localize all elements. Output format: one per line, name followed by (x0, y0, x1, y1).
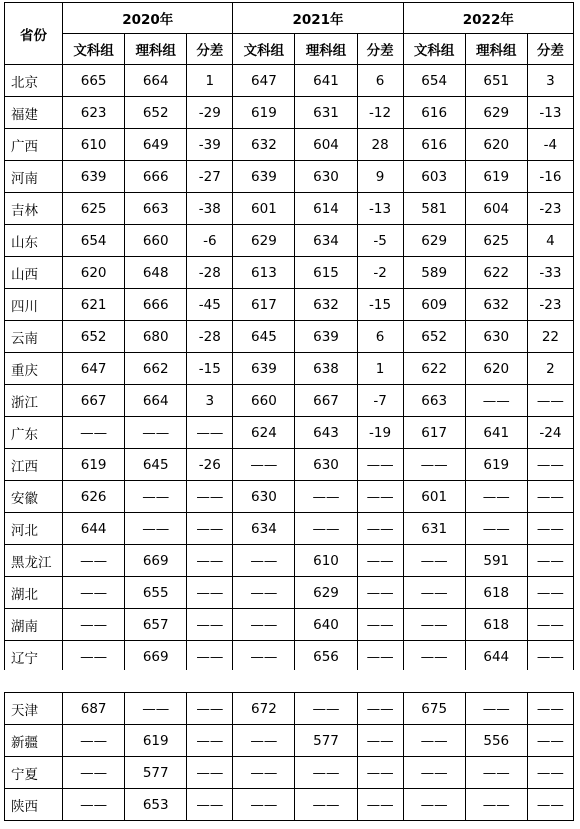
score-cell: 614 (295, 193, 357, 225)
score-cell: -15 (187, 353, 233, 385)
score-cell: 624 (233, 417, 295, 449)
score-cell: —— (357, 693, 403, 725)
score-cell: 6 (357, 321, 403, 353)
province-cell: 天津 (5, 693, 63, 725)
score-cell: —— (125, 417, 187, 449)
score-cell: —— (403, 545, 465, 577)
score-cell: -28 (187, 321, 233, 353)
score-cell: 616 (403, 97, 465, 129)
year-header-2022: 2022年 (403, 3, 573, 34)
score-cell: 687 (63, 693, 125, 725)
score-cell: 639 (63, 161, 125, 193)
province-cell: 云南 (5, 321, 63, 353)
table-row (5, 385, 574, 417)
score-cell: 656 (295, 641, 357, 673)
score-cell: —— (187, 641, 233, 673)
province-cell: 湖南 (5, 609, 63, 641)
table-row (5, 289, 574, 321)
score-cell: 619 (63, 449, 125, 481)
table-row (5, 97, 574, 129)
score-cell: -28 (187, 257, 233, 289)
score-cell: 630 (465, 321, 527, 353)
score-cell: —— (187, 609, 233, 641)
score-cell: —— (295, 513, 357, 545)
score-cell: 620 (465, 353, 527, 385)
score-cell: 645 (125, 449, 187, 481)
score-cell: 669 (125, 641, 187, 673)
table-row (5, 513, 574, 545)
table-row (5, 321, 574, 353)
score-cell: 664 (125, 385, 187, 417)
score-cell: 4 (527, 225, 573, 257)
province-cell: 辽宁 (5, 641, 63, 673)
score-cell: 648 (125, 257, 187, 289)
score-cell: —— (187, 481, 233, 513)
score-cell: —— (233, 757, 295, 789)
score-cell: 604 (295, 129, 357, 161)
score-table-main (4, 2, 574, 673)
score-table-continued (4, 692, 574, 821)
province-cell: 安徽 (5, 481, 63, 513)
province-cell: 黑龙江 (5, 545, 63, 577)
score-cell: -16 (527, 161, 573, 193)
year-header-2021: 2021年 (233, 3, 403, 34)
score-cell: -45 (187, 289, 233, 321)
score-cell: 622 (465, 257, 527, 289)
col-header-science: 理科组 (295, 34, 357, 65)
score-cell: —— (527, 481, 573, 513)
score-cell: —— (403, 725, 465, 757)
score-cell: —— (527, 545, 573, 577)
table-row (5, 545, 574, 577)
score-cell: —— (527, 385, 573, 417)
score-cell: 615 (295, 257, 357, 289)
score-cell: -12 (357, 97, 403, 129)
province-cell: 陕西 (5, 789, 63, 821)
score-cell: 625 (465, 225, 527, 257)
province-cell: 湖北 (5, 577, 63, 609)
score-cell: —— (187, 513, 233, 545)
province-cell: 广西 (5, 129, 63, 161)
score-cell: —— (357, 449, 403, 481)
score-cell: -6 (187, 225, 233, 257)
score-cell: —— (233, 641, 295, 673)
score-cell: 618 (465, 577, 527, 609)
score-cell: —— (403, 757, 465, 789)
score-cell: 622 (403, 353, 465, 385)
score-cell: —— (125, 513, 187, 545)
score-cell: 3 (187, 385, 233, 417)
score-cell: —— (527, 789, 573, 821)
score-cell: 655 (125, 577, 187, 609)
table-row (5, 193, 574, 225)
score-cell: -2 (357, 257, 403, 289)
table-row (5, 65, 574, 97)
table-row (5, 725, 574, 757)
score-cell: —— (527, 449, 573, 481)
score-cell: —— (63, 789, 125, 821)
score-cell: 664 (125, 65, 187, 97)
year-header-2020: 2020年 (63, 3, 233, 34)
score-cell: 660 (233, 385, 295, 417)
col-header-science: 理科组 (125, 34, 187, 65)
score-cell: —— (527, 693, 573, 725)
score-cell: —— (125, 481, 187, 513)
score-cell: 629 (295, 577, 357, 609)
score-cell: -26 (187, 449, 233, 481)
score-cell: —— (403, 577, 465, 609)
score-cell: 641 (465, 417, 527, 449)
score-cell: —— (187, 693, 233, 725)
score-cell: 654 (403, 65, 465, 97)
score-cell: 610 (295, 545, 357, 577)
table-row (5, 225, 574, 257)
score-cell: —— (527, 609, 573, 641)
table-row (5, 641, 574, 673)
score-cell: —— (527, 577, 573, 609)
score-cell: 577 (125, 757, 187, 789)
score-cell: 6 (357, 65, 403, 97)
score-cell: -23 (527, 193, 573, 225)
score-cell: —— (357, 789, 403, 821)
score-cell: 1 (187, 65, 233, 97)
score-cell: 666 (125, 289, 187, 321)
score-cell: —— (187, 417, 233, 449)
score-cell: —— (357, 545, 403, 577)
score-cell: 619 (125, 725, 187, 757)
table-body-main (5, 65, 574, 673)
score-cell: 634 (233, 513, 295, 545)
table-row (5, 481, 574, 513)
score-cell: 653 (125, 789, 187, 821)
score-cell: —— (527, 513, 573, 545)
score-cell: —— (465, 693, 527, 725)
province-cell: 宁夏 (5, 757, 63, 789)
table-row (5, 789, 574, 821)
score-cell: —— (233, 449, 295, 481)
score-cell: -4 (527, 129, 573, 161)
score-cell: —— (403, 641, 465, 673)
score-cell: -29 (187, 97, 233, 129)
score-cell: 618 (465, 609, 527, 641)
score-cell: -27 (187, 161, 233, 193)
header-row-years (5, 3, 574, 34)
score-cell: 651 (465, 65, 527, 97)
score-cell: —— (187, 545, 233, 577)
score-cell: —— (465, 789, 527, 821)
score-cell: —— (527, 641, 573, 673)
score-cell: 620 (63, 257, 125, 289)
score-cell: —— (295, 693, 357, 725)
score-cell: 610 (63, 129, 125, 161)
score-cell: 660 (125, 225, 187, 257)
score-cell: 601 (403, 481, 465, 513)
score-cell: 632 (295, 289, 357, 321)
score-cell: -33 (527, 257, 573, 289)
score-cell: —— (357, 725, 403, 757)
col-header-diff: 分差 (357, 34, 403, 65)
score-cell: 644 (63, 513, 125, 545)
score-cell: 626 (63, 481, 125, 513)
score-cell: 620 (465, 129, 527, 161)
score-cell: —— (187, 789, 233, 821)
score-cell: 631 (295, 97, 357, 129)
score-cell: —— (403, 449, 465, 481)
province-cell: 重庆 (5, 353, 63, 385)
score-cell: —— (233, 545, 295, 577)
score-cell: -24 (527, 417, 573, 449)
col-header-diff: 分差 (187, 34, 233, 65)
score-cell: —— (63, 609, 125, 641)
score-cell: 644 (465, 641, 527, 673)
score-cell: -13 (527, 97, 573, 129)
score-cell: 604 (465, 193, 527, 225)
score-cell: -13 (357, 193, 403, 225)
score-cell: —— (295, 789, 357, 821)
score-cell: 675 (403, 693, 465, 725)
score-cell: —— (63, 545, 125, 577)
score-cell: 645 (233, 321, 295, 353)
score-cell: —— (465, 513, 527, 545)
score-cell: 630 (233, 481, 295, 513)
score-cell: —— (63, 757, 125, 789)
score-cell: 652 (125, 97, 187, 129)
province-cell: 山西 (5, 257, 63, 289)
province-header: 省份 (5, 3, 63, 65)
score-cell: 619 (465, 161, 527, 193)
score-cell: —— (357, 513, 403, 545)
score-cell: 632 (465, 289, 527, 321)
score-cell: 639 (233, 161, 295, 193)
score-cell: —— (527, 725, 573, 757)
score-cell: 613 (233, 257, 295, 289)
score-cell: 603 (403, 161, 465, 193)
province-cell: 山东 (5, 225, 63, 257)
score-cell: —— (63, 417, 125, 449)
score-cell: 589 (403, 257, 465, 289)
table-row (5, 609, 574, 641)
province-cell: 河北 (5, 513, 63, 545)
score-cell: 2 (527, 353, 573, 385)
score-cell: 629 (403, 225, 465, 257)
score-cell: 630 (295, 161, 357, 193)
score-cell: —— (403, 609, 465, 641)
score-cell: 616 (403, 129, 465, 161)
score-cell: 666 (125, 161, 187, 193)
score-cell: 647 (233, 65, 295, 97)
score-cell: 3 (527, 65, 573, 97)
col-header-diff: 分差 (527, 34, 573, 65)
score-cell: —— (63, 725, 125, 757)
score-cell: -39 (187, 129, 233, 161)
score-cell: —— (403, 789, 465, 821)
score-cell: -15 (357, 289, 403, 321)
score-cell: 672 (233, 693, 295, 725)
table-row (5, 577, 574, 609)
table-row (5, 353, 574, 385)
table-row (5, 129, 574, 161)
score-cell: 632 (233, 129, 295, 161)
score-cell: 667 (63, 385, 125, 417)
score-cell: 28 (357, 129, 403, 161)
table-row (5, 257, 574, 289)
score-cell: -23 (527, 289, 573, 321)
score-cell: 629 (233, 225, 295, 257)
score-cell: 556 (465, 725, 527, 757)
score-cell: —— (233, 577, 295, 609)
score-cell: —— (63, 577, 125, 609)
header-row-groups (5, 34, 574, 65)
score-cell: 649 (125, 129, 187, 161)
score-cell: —— (357, 609, 403, 641)
score-cell: —— (465, 757, 527, 789)
score-cell: 601 (233, 193, 295, 225)
table-body-continued (5, 693, 574, 821)
col-header-arts: 文科组 (233, 34, 295, 65)
score-cell: —— (233, 609, 295, 641)
score-cell: 641 (295, 65, 357, 97)
score-cell: —— (295, 481, 357, 513)
score-cell: 617 (403, 417, 465, 449)
score-cell: 657 (125, 609, 187, 641)
score-cell: 621 (63, 289, 125, 321)
table-row (5, 449, 574, 481)
score-cell: 639 (295, 321, 357, 353)
score-cell: 654 (63, 225, 125, 257)
province-cell: 浙江 (5, 385, 63, 417)
score-cell: —— (125, 693, 187, 725)
score-cell: 609 (403, 289, 465, 321)
score-cell: 9 (357, 161, 403, 193)
score-cell: 662 (125, 353, 187, 385)
score-cell: —— (465, 385, 527, 417)
score-cell: 639 (233, 353, 295, 385)
score-cell: 647 (63, 353, 125, 385)
score-cell: 617 (233, 289, 295, 321)
score-cell: —— (187, 757, 233, 789)
score-cell: —— (233, 725, 295, 757)
province-cell: 广东 (5, 417, 63, 449)
score-cell: 643 (295, 417, 357, 449)
col-header-science: 理科组 (465, 34, 527, 65)
score-cell: —— (295, 757, 357, 789)
province-cell: 吉林 (5, 193, 63, 225)
score-cell: 638 (295, 353, 357, 385)
score-cell: -38 (187, 193, 233, 225)
score-cell: —— (357, 757, 403, 789)
table-row (5, 161, 574, 193)
province-cell: 江西 (5, 449, 63, 481)
score-cell: 625 (63, 193, 125, 225)
province-cell: 福建 (5, 97, 63, 129)
score-cell: 652 (403, 321, 465, 353)
score-cell: 663 (403, 385, 465, 417)
score-cell: 581 (403, 193, 465, 225)
score-cell: 667 (295, 385, 357, 417)
province-cell: 河南 (5, 161, 63, 193)
table-row (5, 757, 574, 789)
province-cell: 新疆 (5, 725, 63, 757)
score-cell: —— (233, 789, 295, 821)
col-header-arts: 文科组 (63, 34, 125, 65)
score-cell: 22 (527, 321, 573, 353)
score-cell: 669 (125, 545, 187, 577)
page-break-gap (0, 670, 580, 692)
score-cell: —— (357, 577, 403, 609)
score-cell: 634 (295, 225, 357, 257)
score-cell: 652 (63, 321, 125, 353)
province-cell: 北京 (5, 65, 63, 97)
score-cell: 640 (295, 609, 357, 641)
score-cell: —— (187, 577, 233, 609)
score-cell: 591 (465, 545, 527, 577)
table-row (5, 417, 574, 449)
score-cell: 680 (125, 321, 187, 353)
province-cell: 四川 (5, 289, 63, 321)
score-cell: 623 (63, 97, 125, 129)
col-header-arts: 文科组 (403, 34, 465, 65)
score-cell: —— (63, 641, 125, 673)
score-cell: —— (187, 725, 233, 757)
score-cell: 619 (233, 97, 295, 129)
score-cell: —— (357, 481, 403, 513)
score-cell: -5 (357, 225, 403, 257)
score-cell: 629 (465, 97, 527, 129)
score-cell: 665 (63, 65, 125, 97)
score-cell: 630 (295, 449, 357, 481)
score-cell: -19 (357, 417, 403, 449)
score-cell: 1 (357, 353, 403, 385)
score-cell: 631 (403, 513, 465, 545)
score-cell: 619 (465, 449, 527, 481)
score-cell: —— (357, 641, 403, 673)
score-cell: —— (465, 481, 527, 513)
score-cell: —— (527, 757, 573, 789)
score-cell: 577 (295, 725, 357, 757)
table-row (5, 693, 574, 725)
score-cell: 663 (125, 193, 187, 225)
score-cell: -7 (357, 385, 403, 417)
